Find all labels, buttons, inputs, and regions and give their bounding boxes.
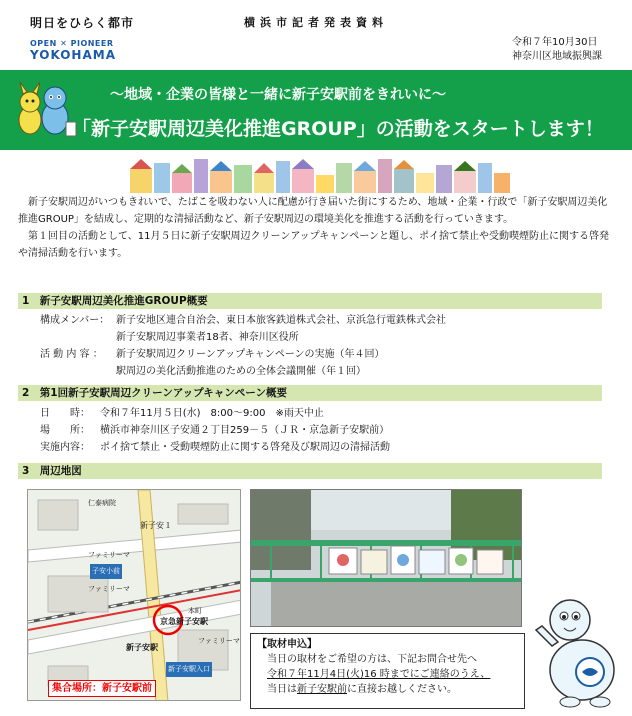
contact-station: 新子安駅前 — [297, 684, 347, 695]
place-label: 場 所： — [40, 425, 90, 436]
station-fence-photo — [250, 489, 522, 627]
members-line-2: 新子安駅周辺事業者18者、神奈川区役所 — [116, 332, 299, 343]
date-label: 日 時： — [40, 408, 90, 419]
map-label-koyasu: 子安小前 — [90, 564, 122, 579]
map-label-hospital: 仁泰病院 — [88, 499, 116, 507]
map-label-jr-station: 新子安駅 — [126, 643, 158, 652]
map-label-shinkoyasu: 新子安１ — [140, 521, 172, 530]
map-label-family-1: ファミリーマ — [88, 551, 130, 559]
logo-slogan: 明日をひらく都市 — [30, 16, 135, 30]
section-1-heading: 1 新子安駅周辺美化推進GROUP概要 — [18, 293, 602, 309]
map-label-hon: 本町 — [188, 607, 202, 615]
intro-text — [18, 194, 614, 262]
title-banner — [0, 70, 632, 150]
intro-paragraph-1: 新子安駅周辺がいつもきれいで、たばこを吸わない人に配慮が行き届いた街にするため、地域・企業・行政で「新子安駅周辺美化推進GROUP」を結成し、定期的な清掃活動など、新子安駅周辺の環境美化を推進する活動を行っていきます。 — [18, 197, 608, 225]
contact-title: 【取材申込】 — [257, 639, 317, 650]
department: 神奈川区地域振興課 — [512, 51, 602, 62]
banner-title: 「新子安駅周辺美化推進GROUP」の活動をスタートします！ — [72, 118, 604, 140]
document-type: 横浜市記者発表資料 — [244, 16, 388, 29]
logo-open-pioneer: OPEN ✕ PIONEER — [30, 39, 114, 48]
map-label-family-2: ファミリーマ — [88, 585, 130, 593]
contact-line-3-post: に直接お越しください。 — [347, 684, 457, 695]
press-contact-box — [250, 633, 525, 709]
activity-label: 活 動 内 容 ： — [40, 349, 103, 360]
activity-line-2: 駅周辺の美化活動推進のための全体会議開催（年１回） — [116, 366, 366, 377]
map-label-entrance: 新子安駅入口 — [166, 662, 212, 677]
area-map — [27, 489, 241, 701]
contact-line-1: 当日の取材をご希望の方は、下記お問合せ先へ — [267, 654, 477, 665]
members-line-1: 新子安地区連合自治会、東日本旅客鉄道株式会社、京浜急行電鉄株式会社 — [116, 315, 446, 326]
section-3-heading: 3 周辺地図 — [18, 463, 602, 479]
map-label-keikyu-station: 京急新子安駅 — [160, 617, 208, 626]
date-block — [512, 36, 602, 64]
contact-line-2 — [257, 667, 518, 682]
members-label: 構成メンバー： — [40, 315, 110, 326]
banner-subtitle: ～地域・企業の皆様と一緒に新子安駅前をきれいに～ — [110, 87, 446, 103]
fence-photo-image — [251, 490, 522, 627]
turtle-mascot-icon — [530, 590, 626, 710]
contact-line-3 — [257, 682, 518, 697]
section-2-heading: 2 第1回新子安駅周辺クリーンアップキャンペーン概要 — [18, 385, 602, 401]
content-value: ポイ捨て禁止・受動喫煙防止に関する啓発及び駅周辺の清掃活動 — [100, 442, 390, 453]
mascot-characters-icon — [10, 76, 80, 146]
contact-deadline: 令和７年11月4日(火)16 時までにご連絡のうえ、 — [267, 669, 491, 680]
release-date: 令和７年10月30日 — [512, 37, 598, 48]
content-label: 実施内容： — [40, 442, 90, 453]
meeting-place-label: 集合場所：新子安駅前 — [48, 680, 156, 697]
place-value: 横浜市神奈川区子安通２丁目259－５（ＪＲ・京急新子安駅前） — [100, 425, 390, 436]
logo-yokohama: YOKOHAMA — [30, 48, 116, 62]
date-value: 令和７年11月５日(水) 8:00～9:00 ※雨天中止 — [100, 408, 324, 419]
intro-paragraph-2: 第１回目の活動として、11月５日に新子安駅周辺クリーンアップキャンペーンと題し、ポイ捨て禁止や受動喫煙防止に関する啓発や清掃活動を行います。 — [18, 231, 610, 259]
map-label-family-3: ファミリーマ — [198, 637, 240, 645]
activity-line-1: 新子安駅周辺クリーンアップキャンペーンの実施（年４回） — [116, 349, 385, 360]
townscape-illustration-icon — [130, 155, 510, 193]
contact-line-3-pre: 当日は — [267, 684, 297, 695]
